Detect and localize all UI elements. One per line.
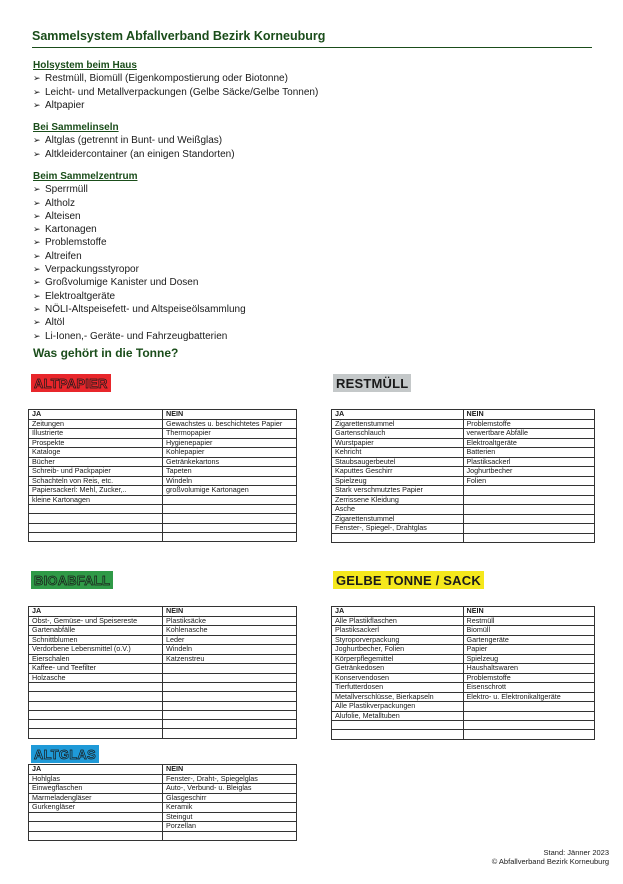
ja-header: JA [29, 765, 163, 775]
table-row [29, 729, 297, 738]
table-row [332, 645, 595, 655]
table-row [29, 448, 297, 458]
ja-header: JA [332, 607, 464, 617]
ja-cell: Alle Plastikflaschen [332, 616, 464, 626]
ja-header: JA [29, 410, 163, 420]
nein-cell [163, 495, 297, 505]
table-row [332, 711, 595, 721]
ja-cell: Spielzeug [332, 476, 464, 486]
nein-cell: Eisenschrott [463, 683, 595, 693]
table-row [29, 654, 297, 664]
nein-cell [163, 505, 297, 514]
ja-cell [332, 721, 464, 730]
ja-cell: Tierfutterdosen [332, 683, 464, 693]
nein-cell: Gewachstes u. beschichtetes Papier [163, 419, 297, 429]
ja-cell: Styroporverpackung [332, 635, 464, 645]
list-item: ➢ Kartonagen [33, 223, 246, 236]
nein-cell: Katzenstreu [163, 654, 297, 664]
ja-cell: Alle Plastikverpackungen [332, 702, 464, 712]
table-row [332, 448, 595, 458]
nein-cell [163, 683, 297, 692]
nein-cell: Glasgeschirr [163, 793, 297, 803]
restmuell-table [331, 409, 595, 543]
ja-cell [29, 523, 163, 532]
nein-cell: Biomüll [463, 626, 595, 636]
table-row [29, 486, 297, 496]
ja-cell: Papiersackerl: Mehl, Zucker,.. [29, 486, 163, 496]
nein-cell [463, 486, 595, 496]
title-divider [32, 47, 592, 48]
ja-cell: Kaputtes Geschirr [332, 467, 464, 477]
ja-cell: Wurstpapier [332, 438, 464, 448]
table-row [332, 495, 595, 505]
table-row [332, 692, 595, 702]
ja-cell: Plastiksackerl [332, 626, 464, 636]
nein-cell: Elektro- u. Elektronikaltgeräte [463, 692, 595, 702]
nein-cell [463, 514, 595, 524]
ja-cell [29, 822, 163, 832]
nein-cell [463, 524, 595, 534]
ja-cell: Zeitungen [29, 419, 163, 429]
nein-cell [163, 729, 297, 738]
list-item: ➢ Altreifen [33, 250, 246, 263]
table-row [29, 720, 297, 729]
ja-cell: Verdorbene Lebensmittel (o.V.) [29, 645, 163, 655]
table-row [332, 683, 595, 693]
table-header-row [29, 410, 297, 420]
nein-cell [463, 505, 595, 515]
table-row [29, 419, 297, 429]
nein-cell: großvolumige Kartonagen [163, 486, 297, 496]
table-row [29, 784, 297, 794]
ja-cell: Schreib- und Packpapier [29, 467, 163, 477]
altglas-label: ALTGLAS [31, 745, 99, 763]
table-row [332, 467, 595, 477]
nein-cell: Leder [163, 635, 297, 645]
nein-cell: verwertbare Abfälle [463, 429, 595, 439]
table-row [332, 616, 595, 626]
ja-cell: Gartenabfälle [29, 626, 163, 636]
table-row [29, 626, 297, 636]
table-row [332, 635, 595, 645]
nein-cell: Thermopapier [163, 429, 297, 439]
ja-cell [29, 720, 163, 729]
nein-cell: Kohlepapier [163, 448, 297, 458]
ja-cell: Konservendosen [332, 673, 464, 683]
nein-cell [463, 533, 595, 542]
table-row [29, 616, 297, 626]
table-row [29, 683, 297, 692]
ja-cell: Obst-, Gemüse- und Speisereste [29, 616, 163, 626]
list-item: ➢ Altpapier [33, 99, 318, 112]
section-heading: Holsystem beim Haus [33, 60, 137, 71]
ja-cell: Zigarettenstummel [332, 419, 464, 429]
table-row [29, 774, 297, 784]
table-row [29, 476, 297, 486]
gelbe-tonne-table [331, 606, 595, 740]
ja-cell [29, 692, 163, 701]
ja-cell: Schachteln von Reis, etc. [29, 476, 163, 486]
ja-cell: Kaffee- und Teefilter [29, 664, 163, 674]
gelbe-tonne-label: GELBE TONNE / SACK [333, 571, 484, 589]
nein-cell: Haushaltswaren [463, 664, 595, 674]
table-row [332, 702, 595, 712]
table-row [29, 812, 297, 822]
tonne-question: Was gehört in die Tonne? [33, 346, 179, 360]
item-list [33, 72, 318, 112]
table-row [29, 710, 297, 719]
ja-cell: Gurkengläser [29, 803, 163, 813]
nein-cell: Tapeten [163, 467, 297, 477]
altpapier-table [28, 409, 297, 542]
nein-cell: Restmüll [463, 616, 595, 626]
ja-cell: Marmeladengläser [29, 793, 163, 803]
nein-cell [163, 532, 297, 541]
list-item: ➢ Li-Ionen,- Geräte- und Fahrzeugbatterien [33, 330, 246, 343]
table-row [332, 486, 595, 496]
table-row [29, 645, 297, 655]
nein-cell: Steingut [163, 812, 297, 822]
ja-cell [29, 831, 163, 840]
list-item: ➢ NÖLI-Altspeisefett- und Altspeiseölsammlung [33, 303, 246, 316]
list-item: ➢ Leicht- und Metallverpackungen (Gelbe Säcke/Gelbe Tonnen) [33, 86, 318, 99]
nein-cell: Spielzeug [463, 654, 595, 664]
nein-cell: Plastiksackerl [463, 457, 595, 467]
footer [492, 848, 609, 866]
item-list [33, 134, 235, 161]
ja-cell: Prospekte [29, 438, 163, 448]
ja-cell [29, 701, 163, 710]
nein-cell: Gartengeräte [463, 635, 595, 645]
list-item: ➢ Problemstoffe [33, 236, 246, 249]
nein-cell: Hygienepapier [163, 438, 297, 448]
footer-copyright: © Abfallverband Bezirk Korneuburg [491, 857, 609, 866]
list-item: ➢ Altglas (getrennt in Bunt- und Weißglas) [33, 134, 235, 147]
table-row [332, 429, 595, 439]
table-row [29, 831, 297, 840]
nein-header: NEIN [463, 607, 595, 617]
table-header-row [29, 765, 297, 775]
nein-cell [463, 721, 595, 730]
table-row [29, 793, 297, 803]
restmuell-label: RESTMÜLL [333, 374, 411, 392]
table-row [332, 457, 595, 467]
nein-cell: Elektroaltgeräte [463, 438, 595, 448]
nein-cell [163, 673, 297, 683]
section-holsystem [33, 60, 318, 112]
ja-header: JA [332, 410, 464, 420]
nein-cell: Batterien [463, 448, 595, 458]
section-sammelzentrum [33, 171, 246, 343]
nein-cell [163, 523, 297, 532]
table-row [332, 626, 595, 636]
item-list [33, 183, 246, 343]
ja-cell: Alufolie, Metalltuben [332, 711, 464, 721]
nein-cell: Windeln [163, 645, 297, 655]
bioabfall-label: BIOABFALL [31, 571, 113, 589]
nein-cell: Papier [463, 645, 595, 655]
table-row [29, 692, 297, 701]
table-row [29, 635, 297, 645]
ja-cell: Gartenschlauch [332, 429, 464, 439]
ja-cell: Fenster-, Spiegel-, Drahtglas [332, 524, 464, 534]
bioabfall-table [28, 606, 297, 739]
nein-cell [163, 514, 297, 523]
nein-cell: Plastiksäcke [163, 616, 297, 626]
ja-cell [332, 533, 464, 542]
table-row [29, 803, 297, 813]
ja-cell: Eierschalen [29, 654, 163, 664]
table-row [332, 730, 595, 739]
ja-cell [29, 710, 163, 719]
section-heading: Bei Sammelinseln [33, 122, 119, 133]
list-item: ➢ Sperrmüll [33, 183, 246, 196]
nein-cell [163, 720, 297, 729]
ja-cell [29, 729, 163, 738]
list-item: ➢ Elektroaltgeräte [33, 290, 246, 303]
ja-cell: Körperpflegemittel [332, 654, 464, 664]
section-sammelinseln [33, 122, 235, 161]
altpapier-label: ALTPAPIER [31, 374, 111, 392]
ja-cell: Holzasche [29, 673, 163, 683]
nein-cell: Joghurtbecher [463, 467, 595, 477]
nein-cell [163, 701, 297, 710]
table-row [332, 514, 595, 524]
ja-cell: Zigarettenstummel [332, 514, 464, 524]
ja-header: JA [29, 607, 163, 617]
nein-cell [163, 831, 297, 840]
nein-cell [163, 710, 297, 719]
table-row [29, 438, 297, 448]
ja-cell [29, 683, 163, 692]
table-header-row [332, 607, 595, 617]
nein-cell [163, 664, 297, 674]
ja-cell [29, 514, 163, 523]
nein-cell [463, 702, 595, 712]
table-row [29, 514, 297, 523]
ja-cell [29, 532, 163, 541]
table-row [29, 505, 297, 514]
ja-cell: Getränkedosen [332, 664, 464, 674]
nein-header: NEIN [463, 410, 595, 420]
list-item: ➢ Restmüll, Biomüll (Eigenkompostierung oder Biotonne) [33, 72, 318, 85]
ja-cell: Hohlglas [29, 774, 163, 784]
nein-cell: Problemstoffe [463, 419, 595, 429]
table-row [332, 476, 595, 486]
table-row [332, 721, 595, 730]
nein-header: NEIN [163, 607, 297, 617]
nein-cell: Fenster-, Draht-, Spiegelglas [163, 774, 297, 784]
nein-cell: Porzellan [163, 822, 297, 832]
list-item: ➢ Großvolumige Kanister und Dosen [33, 276, 246, 289]
nein-cell [463, 711, 595, 721]
ja-cell: Zerrissene Kleidung [332, 495, 464, 505]
nein-cell: Getränkekartons [163, 457, 297, 467]
table-row [332, 419, 595, 429]
ja-cell: Staubsaugerbeutel [332, 457, 464, 467]
table-row [29, 523, 297, 532]
table-row [29, 467, 297, 477]
table-row [29, 664, 297, 674]
nein-cell [463, 730, 595, 739]
list-item: ➢ Altkleidercontainer (an einigen Standorten) [33, 148, 235, 161]
ja-cell: Metallverschlüsse, Bierkapseln [332, 692, 464, 702]
ja-cell: Kehricht [332, 448, 464, 458]
nein-cell [463, 495, 595, 505]
ja-cell: Kataloge [29, 448, 163, 458]
list-item: ➢ Verpackungsstyropor [33, 263, 246, 276]
ja-cell: Asche [332, 505, 464, 515]
ja-cell [29, 505, 163, 514]
table-row [332, 654, 595, 664]
nein-cell: Kohlenasche [163, 626, 297, 636]
nein-cell [163, 692, 297, 701]
table-row [29, 495, 297, 505]
table-row [29, 673, 297, 683]
ja-cell [332, 730, 464, 739]
table-row [29, 822, 297, 832]
table-row [332, 664, 595, 674]
table-row [332, 505, 595, 515]
footer-stand: Stand: Jänner 2023 [543, 848, 609, 857]
ja-cell: Illustrierte [29, 429, 163, 439]
nein-cell: Folien [463, 476, 595, 486]
table-row [29, 701, 297, 710]
nein-cell: Windeln [163, 476, 297, 486]
nein-header: NEIN [163, 765, 297, 775]
table-header-row [29, 607, 297, 617]
table-row [332, 438, 595, 448]
table-row [29, 532, 297, 541]
page-title: Sammelsystem Abfallverband Bezirk Korneuburg [32, 29, 326, 43]
table-row [29, 457, 297, 467]
nein-cell: Keramik [163, 803, 297, 813]
ja-cell [29, 812, 163, 822]
table-row [332, 533, 595, 542]
ja-cell: Joghurtbecher, Folien [332, 645, 464, 655]
ja-cell: Bücher [29, 457, 163, 467]
table-header-row [332, 410, 595, 420]
ja-cell: Schnittblumen [29, 635, 163, 645]
table-row [332, 524, 595, 534]
ja-cell: Einwegflaschen [29, 784, 163, 794]
list-item: ➢ Altholz [33, 197, 246, 210]
nein-header: NEIN [163, 410, 297, 420]
ja-cell: kleine Kartonagen [29, 495, 163, 505]
table-row [332, 673, 595, 683]
ja-cell: Stark verschmutztes Papier [332, 486, 464, 496]
table-row [29, 429, 297, 439]
nein-cell: Auto-, Verbund- u. Bleiglas [163, 784, 297, 794]
nein-cell: Problemstoffe [463, 673, 595, 683]
section-heading: Beim Sammelzentrum [33, 171, 138, 182]
altglas-table [28, 764, 297, 841]
list-item: ➢ Altöl [33, 316, 246, 329]
list-item: ➢ Alteisen [33, 210, 246, 223]
